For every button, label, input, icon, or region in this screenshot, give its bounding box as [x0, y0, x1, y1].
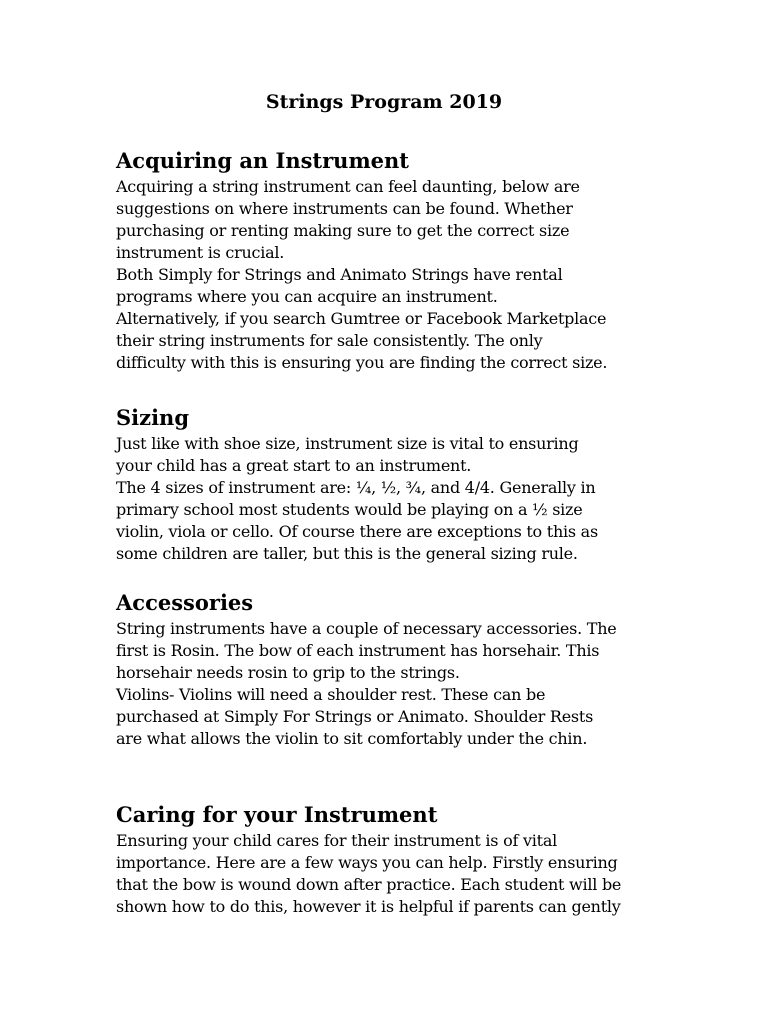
text-line: purchasing or renting making sure to get the correct size — [116, 221, 570, 240]
text-line: primary school most students would be playing on a ½ size — [116, 500, 583, 519]
text-line: Acquiring a string instrument can feel daunting, below are — [116, 177, 580, 196]
section-body — [116, 176, 656, 374]
section-caring-for-your-instrument — [116, 802, 656, 918]
text-line: shown how to do this, however it is helpful if parents can gently — [116, 897, 621, 916]
text-line: violin, viola or cello. Of course there are exceptions to this as — [116, 522, 598, 541]
text-line: first is Rosin. The bow of each instrument has horsehair. This — [116, 641, 600, 660]
section-acquiring-an-instrument — [116, 148, 656, 374]
text-line: Both Simply for Strings and Animato Strings have rental — [116, 265, 563, 284]
section-heading: Sizing — [116, 405, 189, 430]
text-line: difficulty with this is ensuring you are finding the correct size. — [116, 353, 608, 372]
text-line: your child has a great start to an instrument. — [116, 456, 472, 475]
text-line: Ensuring your child cares for their instrument is of vital — [116, 831, 557, 850]
section-body — [116, 830, 656, 918]
section-heading: Acquiring an Instrument — [116, 148, 409, 173]
page-title: Strings Program 2019 — [265, 91, 503, 113]
section-body — [116, 433, 656, 565]
text-line: some children are taller, but this is the general sizing rule. — [116, 544, 578, 563]
text-line: instrument is crucial. — [116, 243, 285, 262]
text-line: Violins- Violins will need a shoulder rest. These can be — [116, 685, 546, 704]
text-line: importance. Here are a few ways you can help. Firstly ensuring — [116, 853, 618, 872]
section-heading: Accessories — [116, 590, 254, 615]
text-line: Alternatively, if you search Gumtree or Facebook Marketplace — [116, 309, 607, 328]
section-sizing — [116, 405, 656, 565]
text-line: are what allows the violin to sit comfortably under the chin. — [116, 729, 588, 748]
text-line: The 4 sizes of instrument are: ¼, ½, ¾, and 4/4. Generally in — [116, 478, 596, 497]
text-line: programs where you can acquire an instrument. — [116, 287, 498, 306]
text-line: their string instruments for sale consistently. The only — [116, 331, 543, 350]
section-accessories — [116, 590, 656, 750]
text-line: that the bow is wound down after practice. Each student will be — [116, 875, 622, 894]
section-body — [116, 618, 656, 750]
text-line: purchased at Simply For Strings or Animato. Shoulder Rests — [116, 707, 594, 726]
section-heading: Caring for your Instrument — [116, 802, 438, 827]
text-line: suggestions on where instruments can be found. Whether — [116, 199, 573, 218]
text-line: Just like with shoe size, instrument size is vital to ensuring — [116, 434, 579, 453]
text-line: String instruments have a couple of necessary accessories. The — [116, 619, 617, 638]
text-line: horsehair needs rosin to grip to the strings. — [116, 663, 460, 682]
